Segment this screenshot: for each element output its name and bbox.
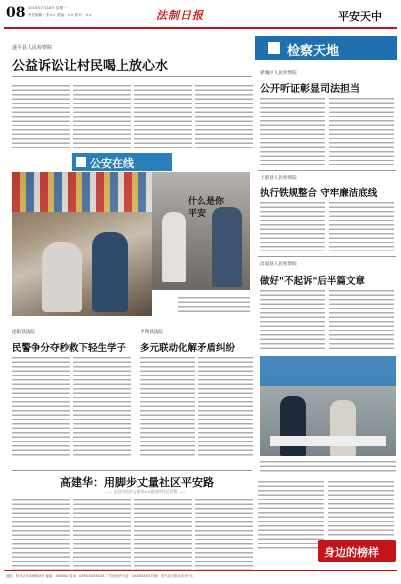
rule-bottom-top — [12, 470, 252, 471]
body-pingyu-c2 — [198, 356, 253, 456]
headline-runan: 做好"不起诉"后半篇文章 — [260, 276, 365, 287]
headline-gao-jianhua: 高建华：用脚步丈量社区平安路 — [60, 476, 214, 489]
headline-biyang: 民警争分夺秒救下轻生学子 — [12, 343, 127, 354]
body-suiping-c4 — [195, 84, 253, 148]
banner-procuratorate-label: 检察天地 — [287, 44, 340, 59]
photo-outreach-tent — [260, 356, 396, 386]
photo-outreach-figure-a — [280, 396, 306, 456]
body-gao-c5 — [258, 480, 324, 550]
photo-outreach-figure-b — [330, 400, 356, 456]
photo-outreach-caption — [260, 460, 396, 474]
photo-market-shelf — [12, 172, 152, 212]
photo-stamp-text: 什么是你 平安 — [188, 197, 225, 219]
body-gao-c1 — [12, 498, 70, 570]
headline-shangcai: 执行铁规整合 守牢廉洁底线 — [260, 188, 378, 199]
body-shangcai-c2 — [329, 201, 394, 251]
photo-market-figure-b — [92, 232, 128, 312]
badge-role-model-label: 身边的榜样 — [324, 546, 379, 559]
page-number: 08 — [6, 5, 26, 21]
masthead — [4, 4, 397, 26]
kicker-shangcai: 上蔡县人民检察院 — [260, 176, 297, 181]
photo-market — [12, 172, 152, 316]
body-runan-c1 — [260, 289, 325, 351]
kicker-yicheng: 驿城区人民检察院 — [260, 71, 297, 76]
banner-police-online-mark — [76, 157, 86, 167]
body-pingyu-c1 — [140, 356, 195, 456]
banner-procuratorate-mark — [268, 42, 280, 54]
body-suiping-c3 — [134, 84, 192, 148]
kicker-suiping: 遂平县人民检察院 — [12, 45, 53, 51]
body-runan-c2 — [329, 289, 394, 351]
footer-rule — [4, 570, 397, 571]
date-line: 2016年7月18日 星期一 — [28, 6, 67, 10]
body-gao-c6 — [328, 480, 394, 536]
banner-police-online-label: 公安在线 — [90, 157, 134, 170]
kicker-runan: 汝南县人民检察院 — [260, 262, 297, 267]
masthead-rule — [4, 27, 397, 29]
footer-text: 地址：驻马店市XX路XX号 邮编：463000 电话：0396-XXXXXXX 广告经营许可证：XXXXXXXX 印刷：驻马店日报社印务中心 — [6, 574, 194, 578]
section-title: 平安天中 — [338, 10, 382, 23]
headline-pingyu: 多元联动化解矛盾纠纷 — [140, 343, 236, 354]
photo-crowd — [152, 172, 250, 290]
photo-community-outreach — [260, 356, 396, 456]
photo-outreach-table — [270, 436, 386, 446]
rule-right-1 — [258, 170, 396, 171]
kicker-pingyu: 平舆县法院 — [140, 330, 163, 335]
masthead-logo: 法制日报 — [156, 9, 204, 22]
rule-right-2 — [258, 256, 396, 257]
body-gao-c4 — [195, 498, 253, 570]
photo-market-figure-a — [42, 242, 82, 312]
body-gao-c3 — [134, 498, 192, 570]
body-shangcai-c1 — [260, 201, 325, 251]
body-yicheng-c1 — [260, 97, 325, 165]
body-suiping-c1 — [12, 84, 70, 148]
body-suiping-c2 — [73, 84, 131, 148]
kicker-biyang: 泌阳县法院 — [12, 330, 35, 335]
photo-crowd-caption — [178, 296, 250, 312]
body-biyang-c1 — [12, 356, 70, 456]
body-biyang-c2 — [73, 356, 131, 456]
body-gao-c2 — [73, 498, 131, 570]
headline-suiping: 公益诉讼让村民喝上放心水 — [12, 59, 169, 74]
subline-gao-jianhua: —— 记驻马店市公安局××派出所社区民警 —— — [105, 489, 186, 494]
rule-left-top — [12, 76, 252, 77]
headline-yicheng: 公开听证彰显司法担当 — [260, 84, 360, 95]
editor-line: 责任编辑：张×× 美编：×× 校对：×× — [28, 13, 92, 17]
body-yicheng-c2 — [329, 97, 394, 165]
photo-crowd-figure-a — [162, 212, 186, 282]
